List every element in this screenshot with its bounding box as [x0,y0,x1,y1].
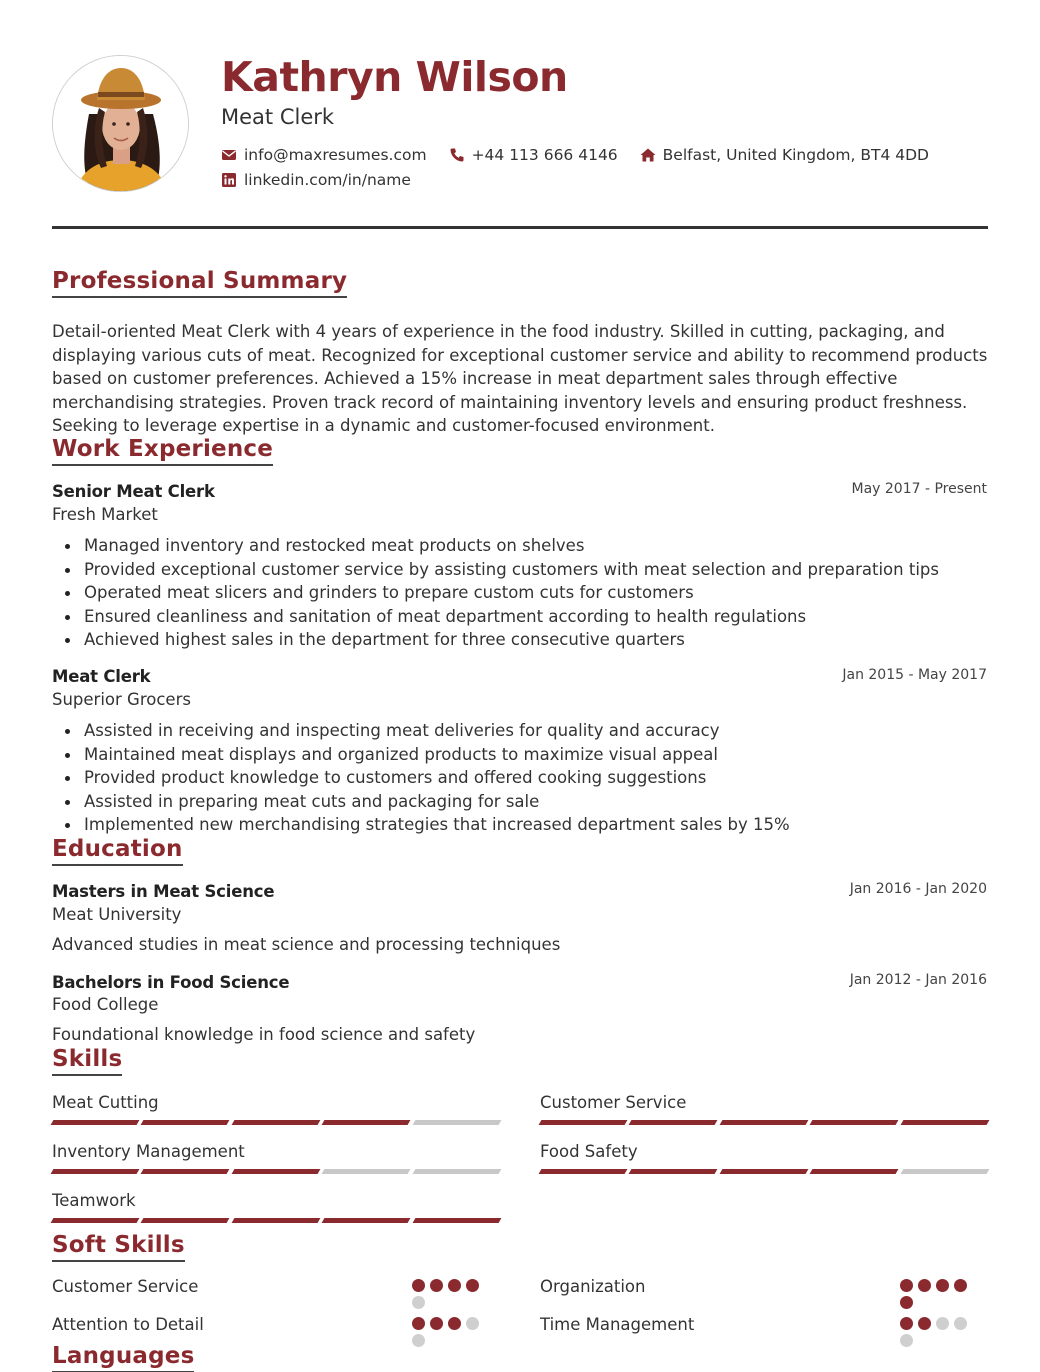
list-item: Achieved highest sales in the department for three consecutive quarters [84,628,984,652]
list-item: Implemented new merchandising strategies that increased department sales by 15% [84,813,984,837]
email-text: info@maxresumes.com [244,146,427,164]
soft-skill-item [540,1315,988,1345]
contact-row-2 [221,171,411,189]
skill-level-bar [52,1218,500,1223]
rating-dot-empty [900,1334,913,1347]
home-icon [640,147,656,163]
job-title: Senior Meat Clerk [52,482,215,501]
candidate-title: Meat Clerk [221,105,335,129]
section-title-experience: Work Experience [52,436,273,466]
soft-skill-rating [900,1317,972,1347]
skill-item [52,1142,500,1174]
rating-dot-filled [412,1279,425,1292]
skill-level-bar [52,1120,500,1125]
skill-segment-filled [141,1120,230,1125]
degree-title: Bachelors in Food Science [52,973,290,992]
skill-segment-filled [231,1169,320,1174]
section-title-skills: Skills [52,1046,122,1076]
skill-segment-filled [810,1120,899,1125]
skill-segment-filled [51,1218,140,1223]
skill-name: Customer Service [540,1093,687,1112]
location-text: Belfast, United Kingdom, BT4 4DD [662,146,929,164]
list-item: Maintained meat displays and organized products to maximize visual appeal [84,743,984,767]
rating-dot-filled [918,1279,931,1292]
education-dates: Jan 2012 - Jan 2016 [849,972,987,988]
education-desc: Advanced studies in meat science and processing techniques [52,935,561,954]
rating-dot-empty [412,1334,425,1347]
profile-photo [52,55,189,192]
skill-segment-filled [629,1120,718,1125]
skill-item [540,1093,988,1125]
job-dates: May 2017 - Present [851,481,987,497]
soft-skill-item [540,1277,988,1307]
list-item: Provided exceptional customer service by assisting customers with meat selection and preparation tips [84,558,984,582]
contact-linkedin[interactable] [221,171,411,189]
skill-name: Teamwork [52,1191,136,1210]
degree-title: Masters in Meat Science [52,882,275,901]
skill-item [52,1093,500,1125]
skill-segment-empty [412,1169,501,1174]
skill-segment-filled [900,1120,989,1125]
soft-skill-name: Customer Service [52,1277,199,1296]
job-title: Meat Clerk [52,667,151,686]
soft-skill-name: Time Management [540,1315,695,1334]
rating-dot-filled [448,1279,461,1292]
job-bullets [84,534,984,652]
resume-header [52,55,988,195]
soft-skill-rating [412,1279,484,1309]
skill-segment-filled [322,1218,411,1223]
list-item: Operated meat slicers and grinders to prepare custom cuts for customers [84,581,984,605]
skill-item [52,1191,500,1223]
summary-text: Detail-oriented Meat Clerk with 4 years of experience in the food industry. Skilled in cutting, packaging, and displaying various cuts of meat. Recognized for exceptional customer service and ability to recommend products based on customer preferences. Achieved a 15% increase in meat department sales through effective merchandising strategies. Proven track record of maintaining inventory levels and ensuring product freshness. Seeking to leverage expertise in a dynamic and customer-focused environment. [52,322,988,435]
soft-skill-name: Attention to Detail [52,1315,204,1334]
contact-row [221,146,929,164]
list-item: Assisted in receiving and inspecting meat deliveries for quality and accuracy [84,719,984,743]
profile-photo-illustration [53,56,189,192]
contact-phone[interactable] [449,146,618,164]
contact-location [640,146,929,164]
rating-dot-filled [466,1279,479,1292]
soft-skill-name: Organization [540,1277,646,1296]
candidate-name: Kathryn Wilson [221,53,568,101]
skill-segment-filled [629,1169,718,1174]
linkedin-icon [221,172,237,188]
list-item: Ensured cleanliness and sanitation of meat department according to health regulations [84,605,984,629]
rating-dot-filled [430,1279,443,1292]
education-desc: Foundational knowledge in food science and safety [52,1025,476,1044]
soft-skill-item [52,1315,500,1345]
section-title-languages: Languages [52,1343,194,1372]
phone-text: +44 113 666 4146 [471,146,618,164]
contact-email[interactable] [221,146,427,164]
skill-segment-filled [51,1169,140,1174]
skill-segment-filled [51,1120,140,1125]
rating-dot-filled [900,1279,913,1292]
list-item: Provided product knowledge to customers and offered cooking suggestions [84,766,984,790]
soft-skill-item [52,1277,500,1307]
rating-dot-filled [412,1317,425,1330]
soft-skill-rating [900,1279,972,1309]
skill-segment-filled [539,1120,628,1125]
skill-level-bar [540,1169,988,1174]
section-title-soft-skills: Soft Skills [52,1232,185,1262]
rating-dot-empty [954,1317,967,1330]
skill-segment-filled [719,1120,808,1125]
skill-segment-filled [231,1218,320,1223]
rating-dot-filled [448,1317,461,1330]
soft-skill-rating [412,1317,484,1347]
header-divider [52,226,988,229]
skill-segment-empty [412,1120,501,1125]
linkedin-text: linkedin.com/in/name [244,171,411,189]
skill-segment-empty [900,1169,989,1174]
section-title-summary: Professional Summary [52,268,347,298]
skill-segment-filled [412,1218,501,1223]
skill-segment-filled [141,1169,230,1174]
envelope-icon [221,147,237,163]
rating-dot-filled [918,1317,931,1330]
skill-segment-filled [141,1218,230,1223]
skill-segment-filled [231,1120,320,1125]
rating-dot-empty [412,1296,425,1309]
skill-segment-filled [719,1169,808,1174]
section-title-education: Education [52,836,183,866]
list-item: Managed inventory and restocked meat products on shelves [84,534,984,558]
skill-segment-empty [322,1169,411,1174]
job-dates: Jan 2015 - May 2017 [842,667,987,683]
job-company: Fresh Market [52,505,158,524]
skill-level-bar [52,1169,500,1174]
job-company: Superior Grocers [52,690,191,709]
rating-dot-filled [900,1317,913,1330]
job-bullets [84,719,984,837]
skill-segment-filled [539,1169,628,1174]
skill-segment-filled [810,1169,899,1174]
rating-dot-filled [954,1279,967,1292]
skill-name: Inventory Management [52,1142,245,1161]
rating-dot-empty [936,1317,949,1330]
rating-dot-empty [466,1317,479,1330]
phone-icon [449,147,465,163]
skill-segment-filled [322,1120,411,1125]
rating-dot-filled [900,1296,913,1309]
skill-level-bar [540,1120,988,1125]
list-item: Assisted in preparing meat cuts and packaging for sale [84,790,984,814]
skill-item [540,1142,988,1174]
school-name: Meat University [52,905,182,924]
education-dates: Jan 2016 - Jan 2020 [849,881,987,897]
rating-dot-filled [430,1317,443,1330]
rating-dot-filled [936,1279,949,1292]
school-name: Food College [52,995,159,1014]
skill-name: Meat Cutting [52,1093,159,1112]
skill-name: Food Safety [540,1142,638,1161]
